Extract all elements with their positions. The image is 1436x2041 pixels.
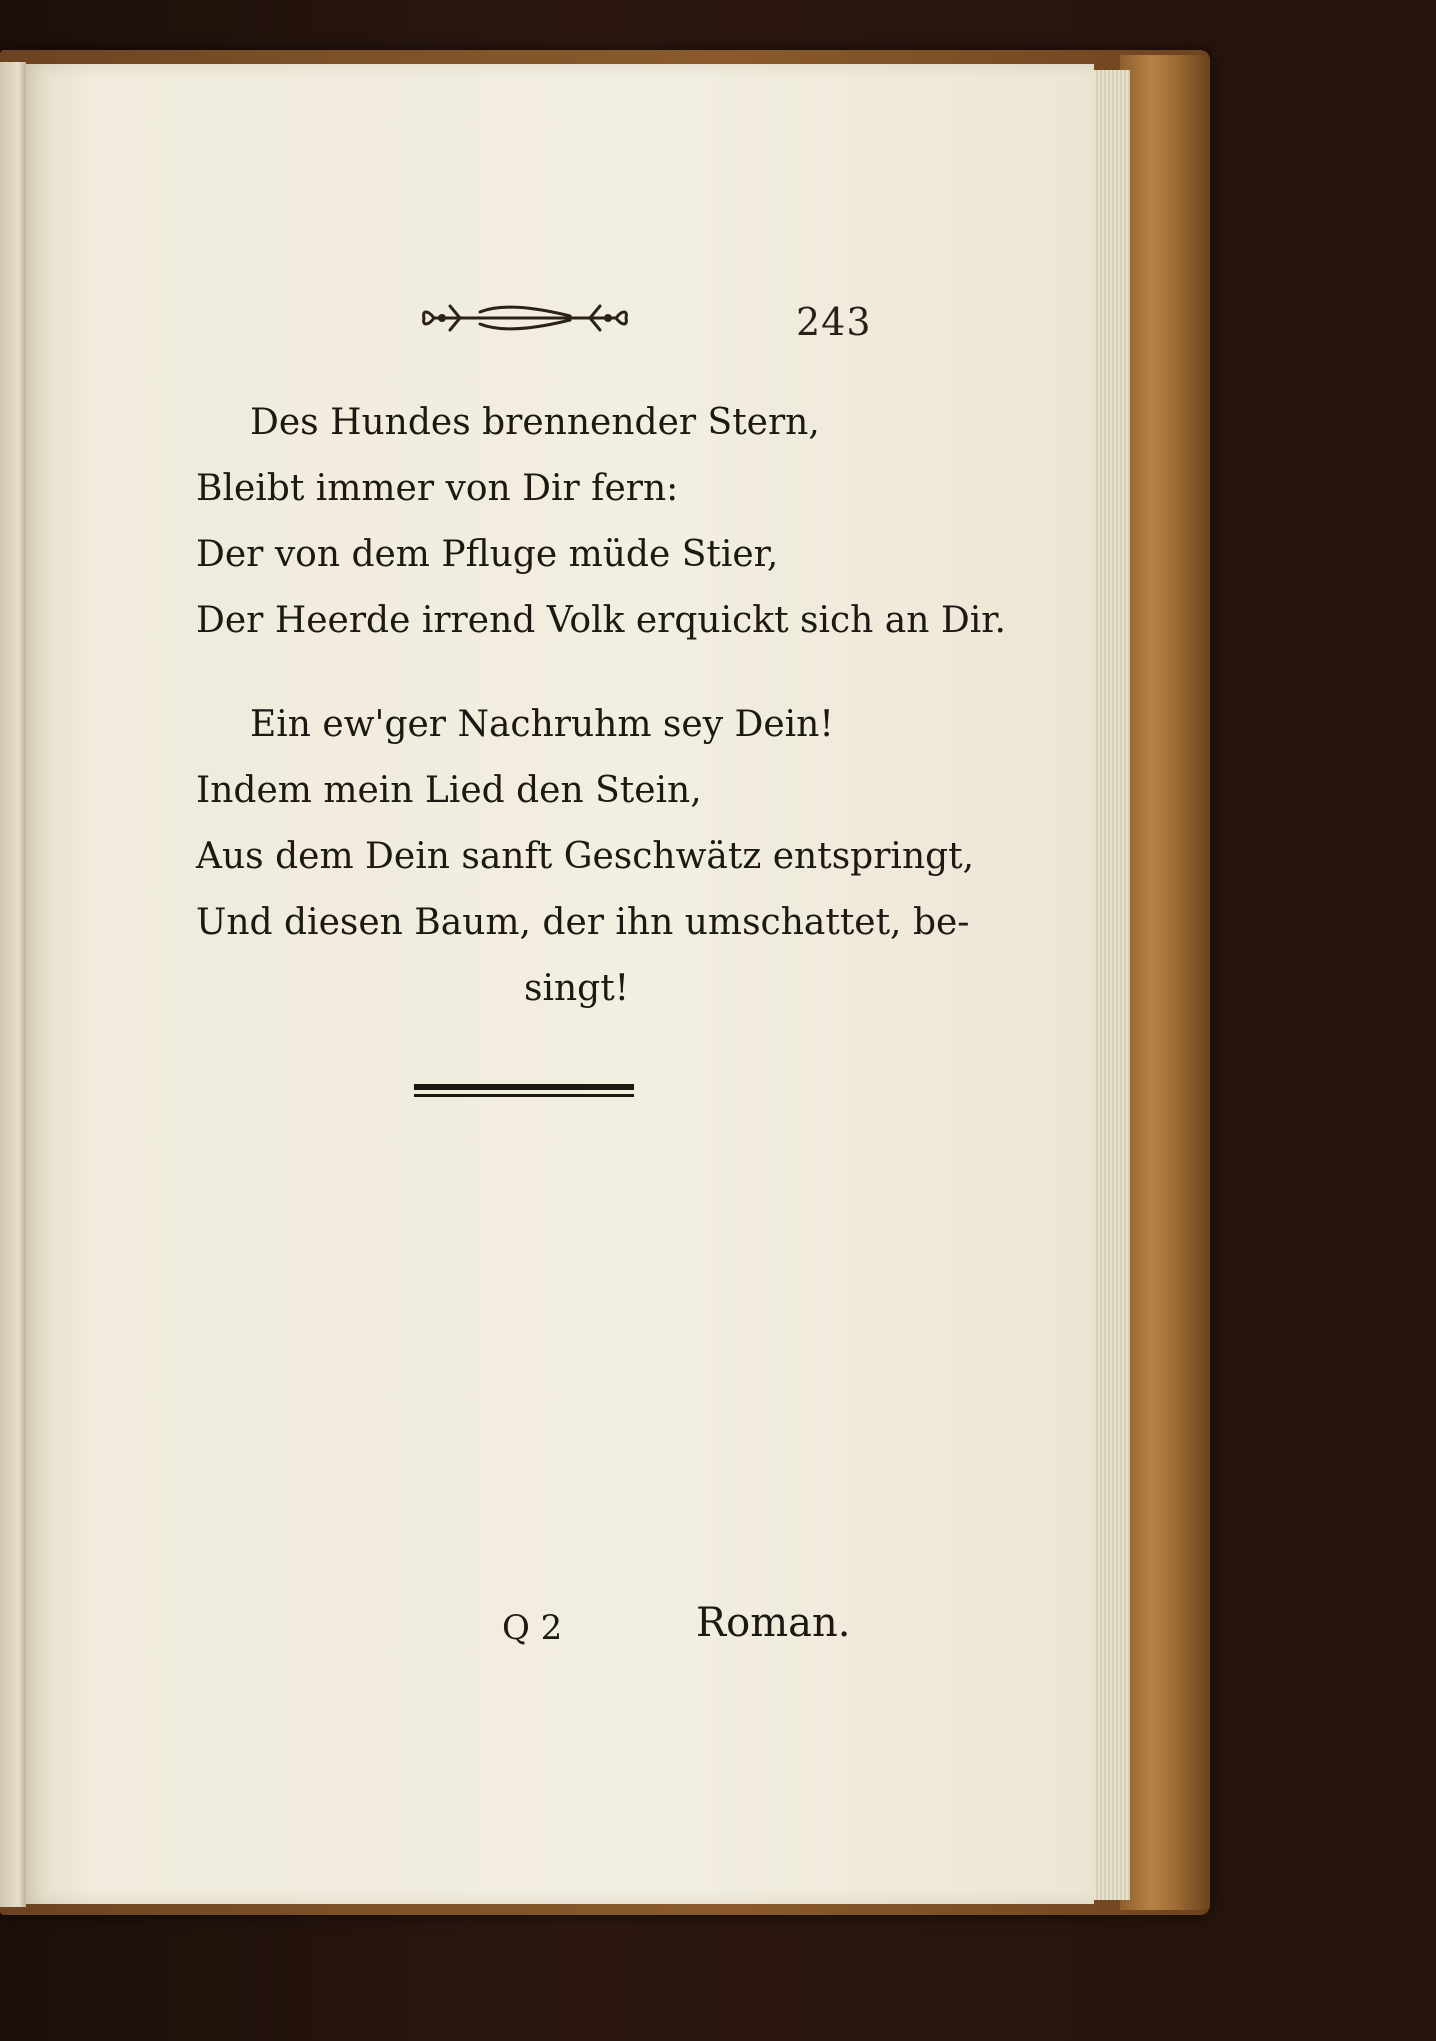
ornament-flourish-icon — [420, 296, 630, 340]
signature-mark: Q 2 — [502, 1608, 563, 1648]
verse-line: Ein ew'ger Nachruhm sey Dein! — [250, 704, 834, 745]
catchword: Roman. — [696, 1600, 851, 1646]
page-number: 243 — [796, 300, 872, 344]
verse-line: Aus dem Dein sanft Geschwätz entspringt, — [196, 836, 975, 877]
verse-line: Der Heerde irrend Volk erquickt sich an Dir. — [196, 600, 1006, 641]
page-edges — [1090, 70, 1130, 1900]
verse-line: Des Hundes brennender Stern, — [250, 402, 820, 443]
section-rule — [414, 1084, 634, 1100]
verse-line: Und diesen Baum, der ihn umschattet, be- — [196, 902, 970, 943]
previous-page-strip — [0, 62, 26, 1907]
book-cover-edge — [1120, 55, 1210, 1910]
verse-line: Der von dem Pfluge müde Stier, — [196, 534, 779, 575]
verse-line: Indem mein Lied den Stein, — [196, 770, 702, 811]
verse-line: singt! — [524, 968, 630, 1009]
verse-line: Bleibt immer von Dir fern: — [196, 468, 679, 509]
